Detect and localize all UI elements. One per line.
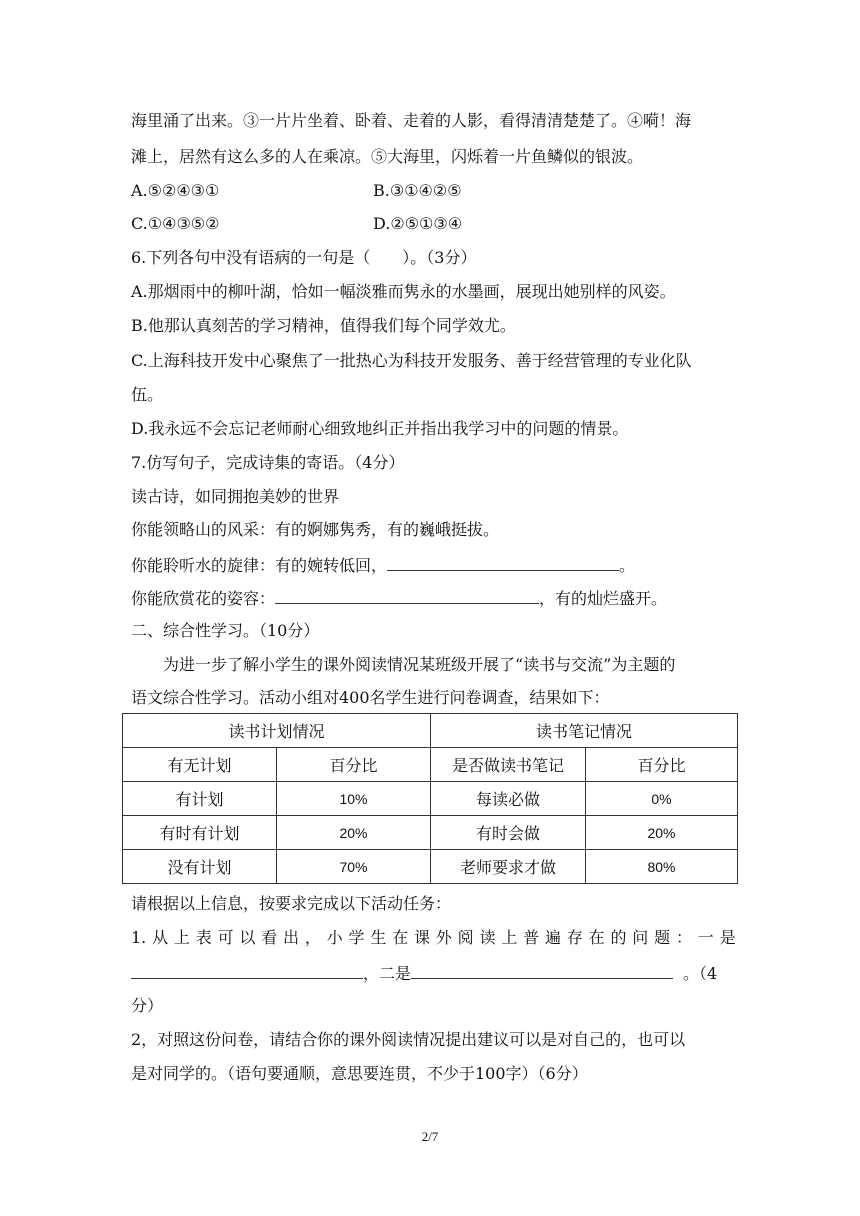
table-header-cell: 百分比 — [586, 748, 738, 782]
table-row — [123, 816, 738, 850]
table-cell: 每读必做 — [431, 782, 586, 816]
task-1-char: 生 — [370, 928, 387, 947]
q7-answer-blank-1[interactable] — [387, 554, 619, 571]
table-cell: 有计划 — [123, 782, 277, 816]
q6-option-c-line-2: 伍。 — [131, 385, 164, 404]
q7-line-3 — [131, 554, 736, 576]
task-1-char: 可 — [217, 928, 234, 947]
task-1-char: 1. — [131, 928, 147, 947]
task-1-char: 上 — [501, 928, 518, 947]
q5-options-row-1 — [131, 181, 736, 201]
task-1-char: 普 — [523, 928, 540, 947]
q5-options-row-2 — [131, 214, 736, 234]
q7-answer-blank-2[interactable] — [275, 587, 539, 604]
table-header-cell: 百分比 — [277, 748, 431, 782]
task-1-score: 分） — [131, 996, 164, 1015]
task-1-char: 一 — [697, 928, 714, 947]
passage-line-1: 海里涌了出来。③一片片坐着、卧着、走着的人影，看得清清楚楚了。④嗬！海 — [131, 111, 692, 130]
task-1-char: 在 — [588, 928, 605, 947]
q6-option-d: D.我永远不会忘记老师耐心细致地纠正并指出我学习中的问题的情景。 — [131, 419, 629, 438]
task-1-line-2 — [131, 962, 736, 984]
q6-option-a: A.那烟雨中的柳叶湖，恰如一幅淡雅而隽永的水墨画，展现出她别样的风姿。 — [131, 282, 676, 301]
task-1-char: 题 — [654, 928, 671, 947]
table-header-cell: 有无计划 — [123, 748, 277, 782]
task-1-char: 出 — [283, 928, 300, 947]
question-6: 6.下列各句中没有语病的一句是（ ）。（3分） — [131, 248, 477, 267]
task-1-answer-blank-2[interactable] — [411, 962, 673, 979]
table-header-cell: 是否做读书笔记 — [431, 748, 586, 782]
task-instruction: 请根据以上信息，按要求完成以下活动任务： — [131, 894, 452, 913]
task-1-char: 学 — [348, 928, 365, 947]
intro-line-1: 为进一步了解小学生的课外阅读情况某班级开展了“读书与交流”为主题的 — [163, 655, 676, 674]
survey-table — [122, 713, 738, 884]
q7-line-3-prefix: 你能聆听水的旋律：有的婉转低回， — [131, 556, 388, 575]
task-1-char: 上 — [173, 928, 190, 947]
q7-line-2: 你能领略山的风采：有的婀娜隽秀，有的巍峨挺拔。 — [131, 520, 500, 539]
task-2-line-2: 是对同学的。（语句要通顺，意思要连贯，不少于100字）（6分） — [131, 1064, 588, 1083]
task-1-char: ： — [675, 928, 692, 947]
q5-option-c: C.①④③⑤② — [131, 214, 220, 233]
task-1-char: ， — [304, 928, 321, 947]
table-cell: 有时会做 — [431, 816, 586, 850]
page-number: 2/7 — [421, 1129, 439, 1144]
table-cell: 70% — [277, 850, 431, 884]
q7-line-1: 读古诗，如同拥抱美妙的世界 — [131, 487, 340, 506]
task-1-answer-blank-1[interactable] — [131, 962, 363, 979]
table-cell: 20% — [277, 816, 431, 850]
intro-line-2: 语文综合性学习。活动小组对400名学生进行问卷调查，结果如下： — [131, 688, 610, 707]
task-1-mid-text: ，二是 — [363, 964, 412, 983]
passage-line-2: 滩上，居然有这么多的人在乘凉。⑤大海里，闪烁着一片鱼鳞似的银波。 — [131, 147, 644, 166]
task-1-char: 以 — [239, 928, 256, 947]
q5-option-a: A.⑤②④③① — [131, 181, 220, 200]
q6-option-c-line-1: C.上海科技开发中心聚焦了一批热心为科技开发服务、善于经营管理的专业化队 — [131, 351, 692, 370]
task-1-line-1 — [131, 928, 736, 948]
task-1-char: 看 — [261, 928, 278, 947]
question-7: 7.仿写句子，完成诗集的寄语。（4分） — [131, 453, 405, 472]
q7-line-4 — [131, 587, 736, 609]
table-cell: 10% — [277, 782, 431, 816]
table-cell: 80% — [586, 850, 738, 884]
task-1-char: 课 — [414, 928, 431, 947]
task-1-char: 在 — [392, 928, 409, 947]
task-2-line-1: 2，对照这份问卷，请结合你的课外阅读情况提出建议可以是对自己的，也可以 — [131, 1030, 686, 1049]
table-cell: 20% — [586, 816, 738, 850]
q6-option-b: B.他那认真刻苦的学习精神，值得我们每个同学效尤。 — [131, 316, 516, 335]
table-cell: 没有计划 — [123, 850, 277, 884]
q7-line-4-prefix: 你能欣赏花的姿容： — [131, 589, 276, 608]
table-group-header-notes: 读书笔记情况 — [431, 714, 738, 748]
task-1-char: 小 — [326, 928, 343, 947]
task-1-char: 外 — [435, 928, 452, 947]
task-1-char: 存 — [566, 928, 583, 947]
section-2-heading: 二、综合性学习。（10分） — [131, 621, 320, 640]
task-1-char: 表 — [195, 928, 212, 947]
table-cell: 0% — [586, 782, 738, 816]
table-cell: 老师要求才做 — [431, 850, 586, 884]
table-cell: 有时有计划 — [123, 816, 277, 850]
task-1-char: 问 — [632, 928, 649, 947]
task-1-char: 遍 — [544, 928, 561, 947]
table-group-header-plan: 读书计划情况 — [123, 714, 431, 748]
q7-line-3-suffix: 。 — [619, 556, 636, 575]
task-1-end-text: 。（4 — [683, 964, 718, 983]
q7-line-4-suffix: ，有的灿烂盛开。 — [539, 589, 668, 608]
task-1-char: 读 — [479, 928, 496, 947]
q5-option-b: B.③①④②⑤ — [373, 181, 462, 200]
task-1-char: 从 — [152, 928, 169, 947]
task-1-char: 阅 — [457, 928, 474, 947]
table-row — [123, 850, 738, 884]
task-1-char: 是 — [719, 928, 736, 947]
table-row — [123, 782, 738, 816]
q5-option-d: D.②⑤①③④ — [373, 214, 463, 233]
task-1-char: 的 — [610, 928, 627, 947]
